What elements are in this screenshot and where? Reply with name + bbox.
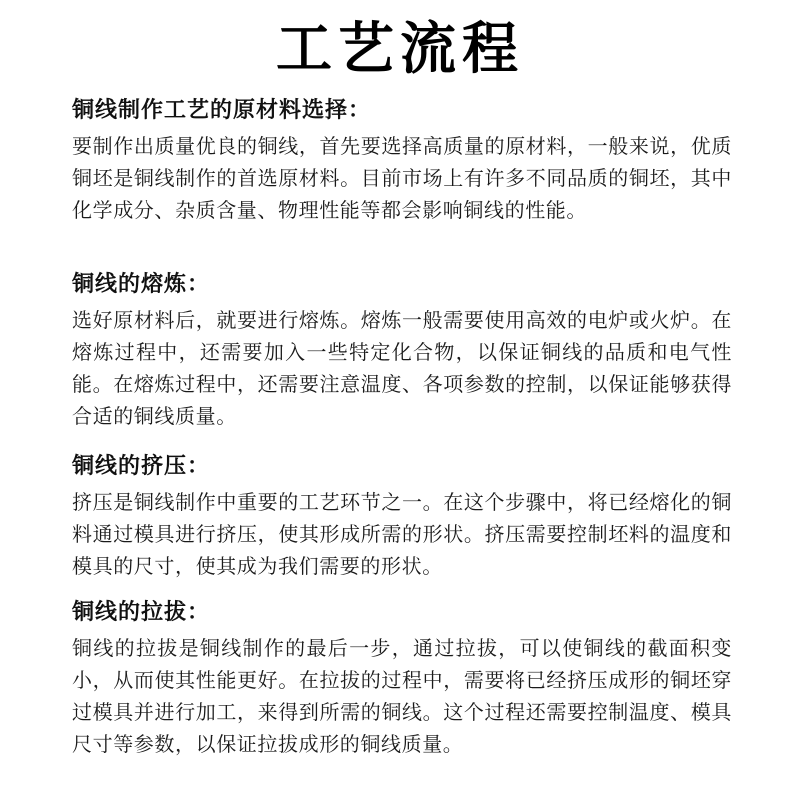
section-paragraph: 要制作出质量优良的铜线，首先要选择高质量的原材料，一般来说，优质铜坯是铜线制作的首选原材料。目前市场上有许多不同品质的铜坯，其中化学成分、杂质含量、物理性能等都会影响铜线的性能。: [72, 134, 732, 222]
section-paragraph: 挤压是铜线制作中重要的工艺环节之一。在这个步骤中，将已经熔化的铜料通过模具进行挤压，使其形成所需的形状。挤压需要控制坯料的温度和模具的尺寸，使其成为我们需要的形状。: [72, 490, 732, 578]
section-extrusion: [72, 452, 732, 582]
page-title: 工艺流程: [276, 17, 524, 82]
section-heading: 铜线的熔炼：: [72, 272, 211, 297]
section-paragraph: 选好原材料后，就要进行熔炼。熔炼一般需要使用高效的电炉或火炉。在熔炼过程中，还需要加入一些特定化合物，以保证铜线的品质和电气性能。在熔炼过程中，还需要注意温度、各项参数的控制，以保证能够获得合适的铜线质量。: [72, 308, 732, 428]
section-drawing: [72, 598, 732, 760]
section-heading: 铜线的拉拔：: [72, 600, 211, 625]
section-heading: 铜线制作工艺的原材料选择：: [72, 98, 372, 123]
section-paragraph: 铜线的拉拔是铜线制作的最后一步，通过拉拔，可以使铜线的截面积变小，从而使其性能更好。在拉拔的过程中，需要将已经挤压成形的铜坯穿过模具并进行加工，来得到所需的铜线。这个过程还需要控制温度、模具尺寸等参数，以保证拉拔成形的铜线质量。: [72, 636, 732, 756]
section-heading: 铜线的挤压：: [72, 454, 211, 479]
section-smelting: [72, 270, 732, 432]
section-raw-material-selection: [72, 96, 732, 226]
